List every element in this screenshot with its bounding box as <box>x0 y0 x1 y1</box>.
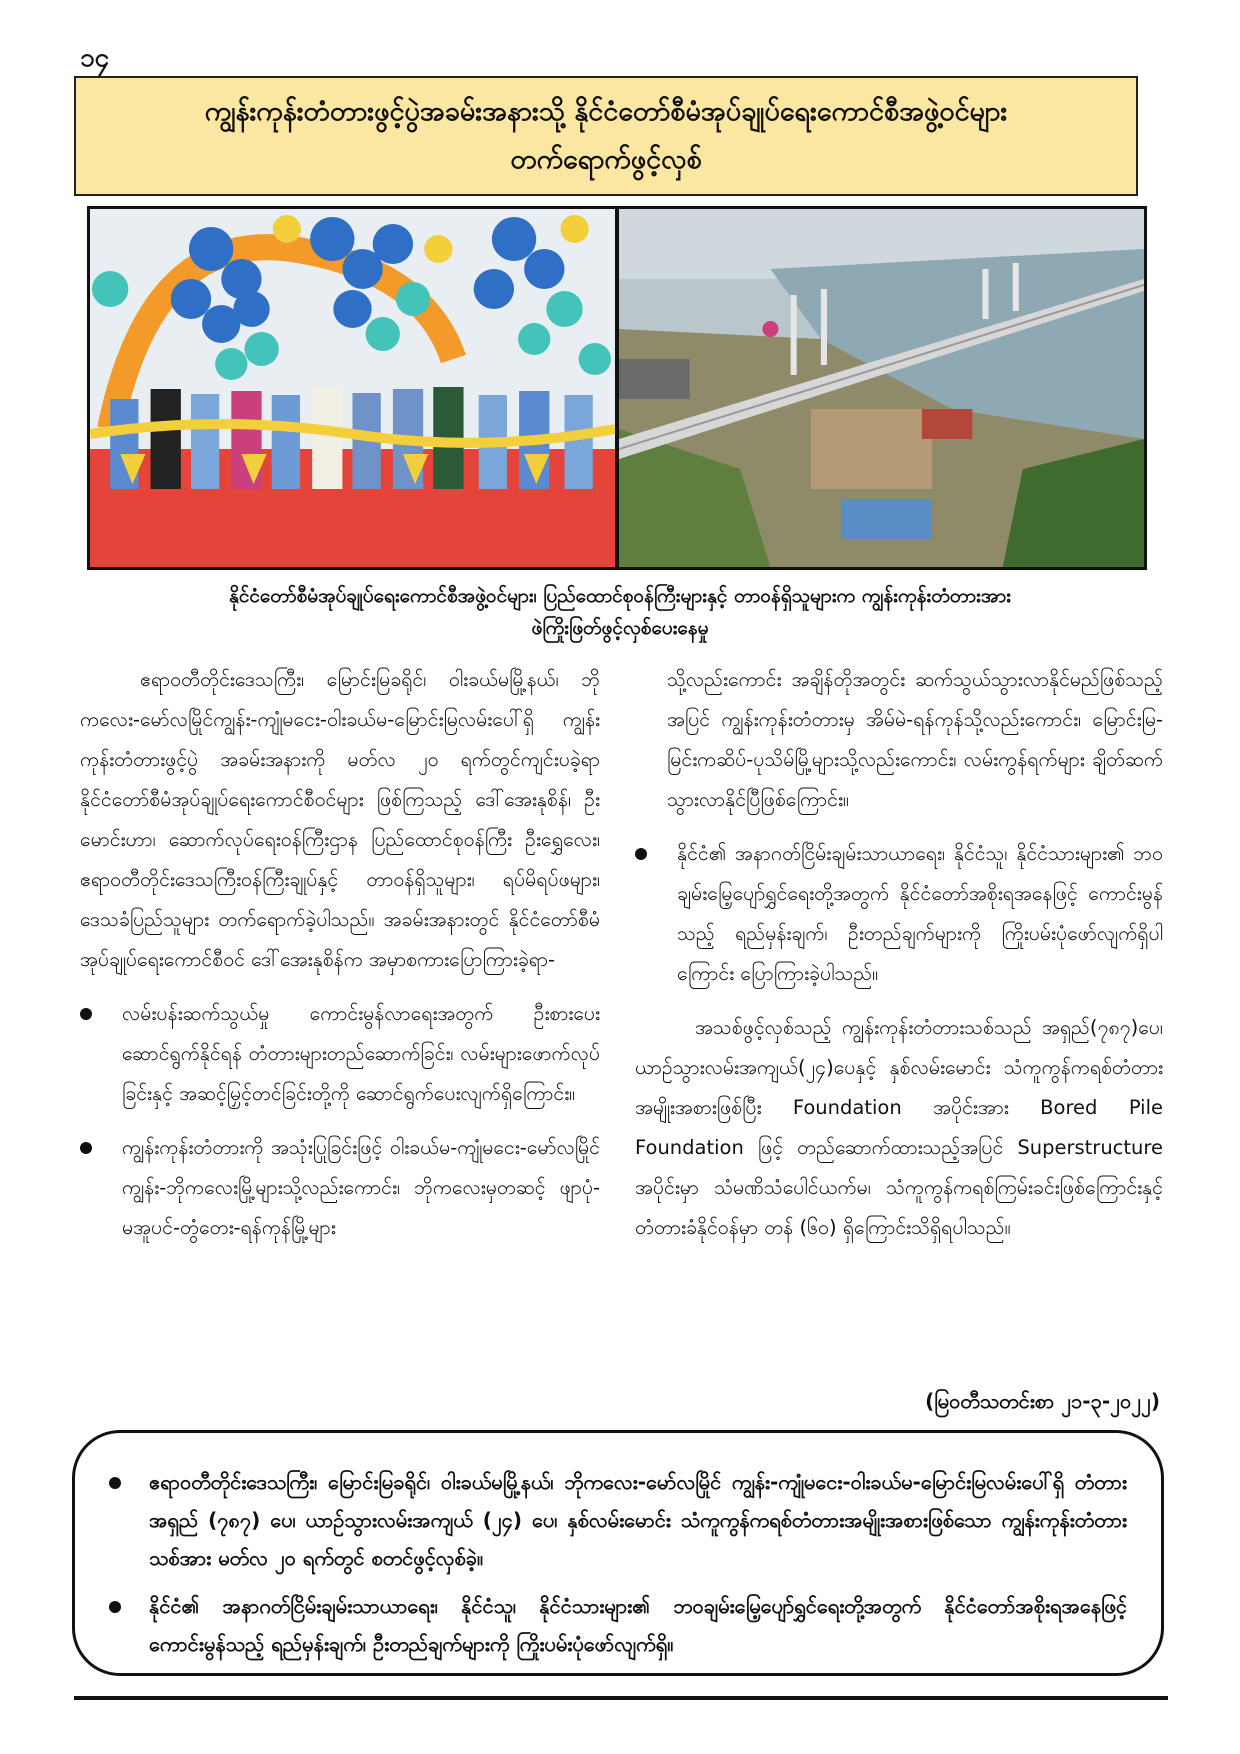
photo-caption-line-1: နိုင်ငံတော်စီမံအုပ်ချုပ်ရေးကောင်စီအဖွဲ့ဝင်များ၊ ပြည်ထောင်စုဝန်ကြီးများနှင့် တာဝန်ရှိသူများက ကျွန်းကုန်းတံတားအား <box>229 585 1011 607</box>
bullet-icon <box>109 1601 121 1613</box>
ribbon-cutting-photo <box>90 209 615 567</box>
bullet-text: လမ်းပန်းဆက်သွယ်မှု ကောင်းမွန်လာရေးအတွက် ဦးစားပေးဆောင်ရွက်နိုင်ရန် တံတားများတည်ဆောက်ခြင်း၊ လမ်းများဖောက်လုပ်ခြင်းနှင့် အဆင့်မြှင့်တင်ခြင်းတို့ကို ဆောင်ရွက်ပေးလျက်ရှိကြောင်း။ <box>122 1002 600 1105</box>
bullet-icon <box>109 1477 121 1489</box>
bullet-icon <box>80 1008 92 1020</box>
page-title-line-1: ကျွန်းကုန်းတံတားဖွင့်ပွဲအခမ်းအနားသို့ နိုင်ငံတော်စီမံအုပ်ချုပ်ရေးကောင်စီအဖွဲ့ဝင်များ <box>204 96 1008 127</box>
summary-item <box>109 1587 1127 1663</box>
page-title-line-2: တက်ရောက်ဖွင့်လှစ် <box>510 144 702 175</box>
bullet-icon <box>80 1142 92 1154</box>
left-column <box>80 660 600 1248</box>
list-item <box>80 1128 600 1248</box>
intro-paragraph: ဧရာဝတီတိုင်းဒေသကြီး၊ မြောင်းမြခရိုင်၊ ဝါးခယ်မမြို့နယ်၊ ဘိုကလေး-မော်လမြိုင်ကျွန်း-ကျုံမငေး-ဝါးခယ်မ-မြောင်းမြလမ်းပေါ်ရှိ ကျွန်းကုန်းတံတားဖွင့်ပွဲ အခမ်းအနားကို မတ်လ ၂၀ ရက်တွင်ကျင်းပခဲ့ရာ နိုင်ငံတော်စီမံအုပ်ချုပ်ရေးကောင်စီဝင်များ ဖြစ်ကြသည့် ဒေါ်အေးနုစိန်၊ ဦးမောင်းဟာ၊ ဆောက်လုပ်ရေးဝန်ကြီးဌာန ပြည်ထောင်စုဝန်ကြီး ဦးရွှေလေး၊ ဧရာဝတီတိုင်းဒေသကြီးဝန်ကြီးချုပ်နှင့် တာဝန်ရှိသူများ၊ ရပ်မိရပ်ဖများ၊ ဒေသခံပြည်သူများ တက်ရောက်ခဲ့ပါသည်။ အခမ်းအနားတွင် နိုင်ငံတော်စီမံအုပ်ချုပ်ရေးကောင်စီဝင် ဒေါ်အေးနုစိန်က အမှာစကားပြောကြားခဲ့ရာ- <box>80 668 600 971</box>
bullet-icon <box>635 848 647 860</box>
right-column <box>635 660 1163 1248</box>
closing-paragraph: အသစ်ဖွင့်လှစ်သည့် ကျွန်းကုန်းတံတားသစ်သည် အရှည်(၇၈၇)ပေ၊ ယာဉ်သွားလမ်းအကျယ်(၂၄)ပေနှင့် နှစ်လမ်းမောင်း သံကူကွန်ကရစ်တံတားအမျိုးအစားဖြစ်ပြီး Foundation အပိုင်းအား Bored Pile Foundation ဖြင့် တည်ဆောက်ထားသည့်အပြင် Superstructure အပိုင်းမှာ သံမဏိသံပေါင်ယက်မ၊ သံကူကွန်ကရစ်ကြမ်းခင်းဖြစ်ကြောင်းနှင့် တံတားခံနိုင်ဝန်မှာ တန် (၆၀) ရှိကြောင်းသိရှိရပါသည်။ <box>635 1016 1163 1239</box>
photo-caption <box>110 580 1130 644</box>
list-item <box>635 834 1163 994</box>
title-box <box>74 76 1138 196</box>
summary-item <box>109 1463 1127 1577</box>
summary-text: နိုင်ငံ၏ အနာဂတ်ငြိမ်းချမ်းသာယာရေး၊ နိုင်ငံသူ၊ နိုင်ငံသားများ၏ ဘဝချမ်းမြေ့ပျော်ရွှင်ရေးတို့အတွက် နိုင်ငံတော်အစိုးရအနေဖြင့် ကောင်းမွန်သည့် ရည်မှန်းချက်၊ ဦးတည်ချက်များကို ကြိုးပမ်းပုံဖော်လျက်ရှိ။ <box>149 1594 1127 1656</box>
continuation-paragraph: သို့လည်းကောင်း အချိန်တိုအတွင်း ဆက်သွယ်သွားလာနိုင်မည်ဖြစ်သည့်အပြင် ကျွန်းကုန်းတံတားမှ အိမ်မဲ-ရန်ကုန်သို့လည်းကောင်း၊ မြောင်းမြ-မြင်းကဆိပ်-ပုသိမ်မြို့များသို့လည်းကောင်း၊ လမ်းကွန်ရက်များ ချိတ်ဆက်သွားလာနိုင်ပြီဖြစ်ကြောင်း။ <box>667 668 1163 811</box>
list-item <box>80 994 600 1114</box>
source-citation: (မြဝတီသတင်းစာ ၂၁-၃-၂၀၂၂) <box>925 1389 1160 1413</box>
photo-strip <box>87 206 1147 570</box>
photo-caption-line-2: ဖဲကြိုးဖြတ်ဖွင့်လှစ်ပေးနေမှု <box>531 617 709 639</box>
summary-text: ဧရာဝတီတိုင်းဒေသကြီး၊ မြောင်းမြခရိုင်၊ ဝါးခယ်မမြို့နယ်၊ ဘိုကလေး-မော်လမြိုင် ကျွန်း-ကျုံမငေး-ဝါးခယ်မ-မြောင်းမြလမ်းပေါ်ရှိ တံတားအရှည် (၇၈၇) ပေ၊ ယာဉ်သွားလမ်းအကျယ် (၂၄) ပေ၊ နှစ်လမ်းမောင်း သံကူကွန်ကရစ်တံတားအမျိုးအစားဖြစ်သော ကျွန်းကုန်းတံတားသစ်အား မတ်လ ၂၀ ရက်တွင် စတင်ဖွင့်လှစ်ခဲ့။ <box>149 1470 1127 1570</box>
summary-box <box>72 1430 1164 1676</box>
bridge-aerial-photo <box>619 209 1144 567</box>
bullet-text: ကျွန်းကုန်းတံတားကို အသုံးပြုခြင်းဖြင့် ဝါးခယ်မ-ကျုံမငေး-မော်လမြိုင်ကျွန်း-ဘိုကလေးမြို့များသို့လည်းကောင်း၊ ဘိုကလေးမှတဆင့် ဖျာပုံ-မအူပင်-တွံတေး-ရန်ကုန်မြို့များ <box>122 1136 600 1239</box>
bottom-divider <box>74 1696 1168 1700</box>
page-number: ၁၄ <box>80 43 110 73</box>
bullet-text: နိုင်ငံ၏ အနာဂတ်ငြိမ်းချမ်းသာယာရေး၊ နိုင်ငံသူ၊ နိုင်ငံသားများ၏ ဘဝချမ်းမြေ့ပျော်ရွှင်ရေးတို့အတွက် နိုင်ငံတော်အစိုးရအနေဖြင့် ကောင်းမွန်သည့် ရည်မှန်းချက်၊ ဦးတည်ချက်များကို ကြိုးပမ်းပုံဖော်လျက်ရှိပါကြောင်း ပြောကြားခဲ့ပါသည်။ <box>677 842 1163 985</box>
